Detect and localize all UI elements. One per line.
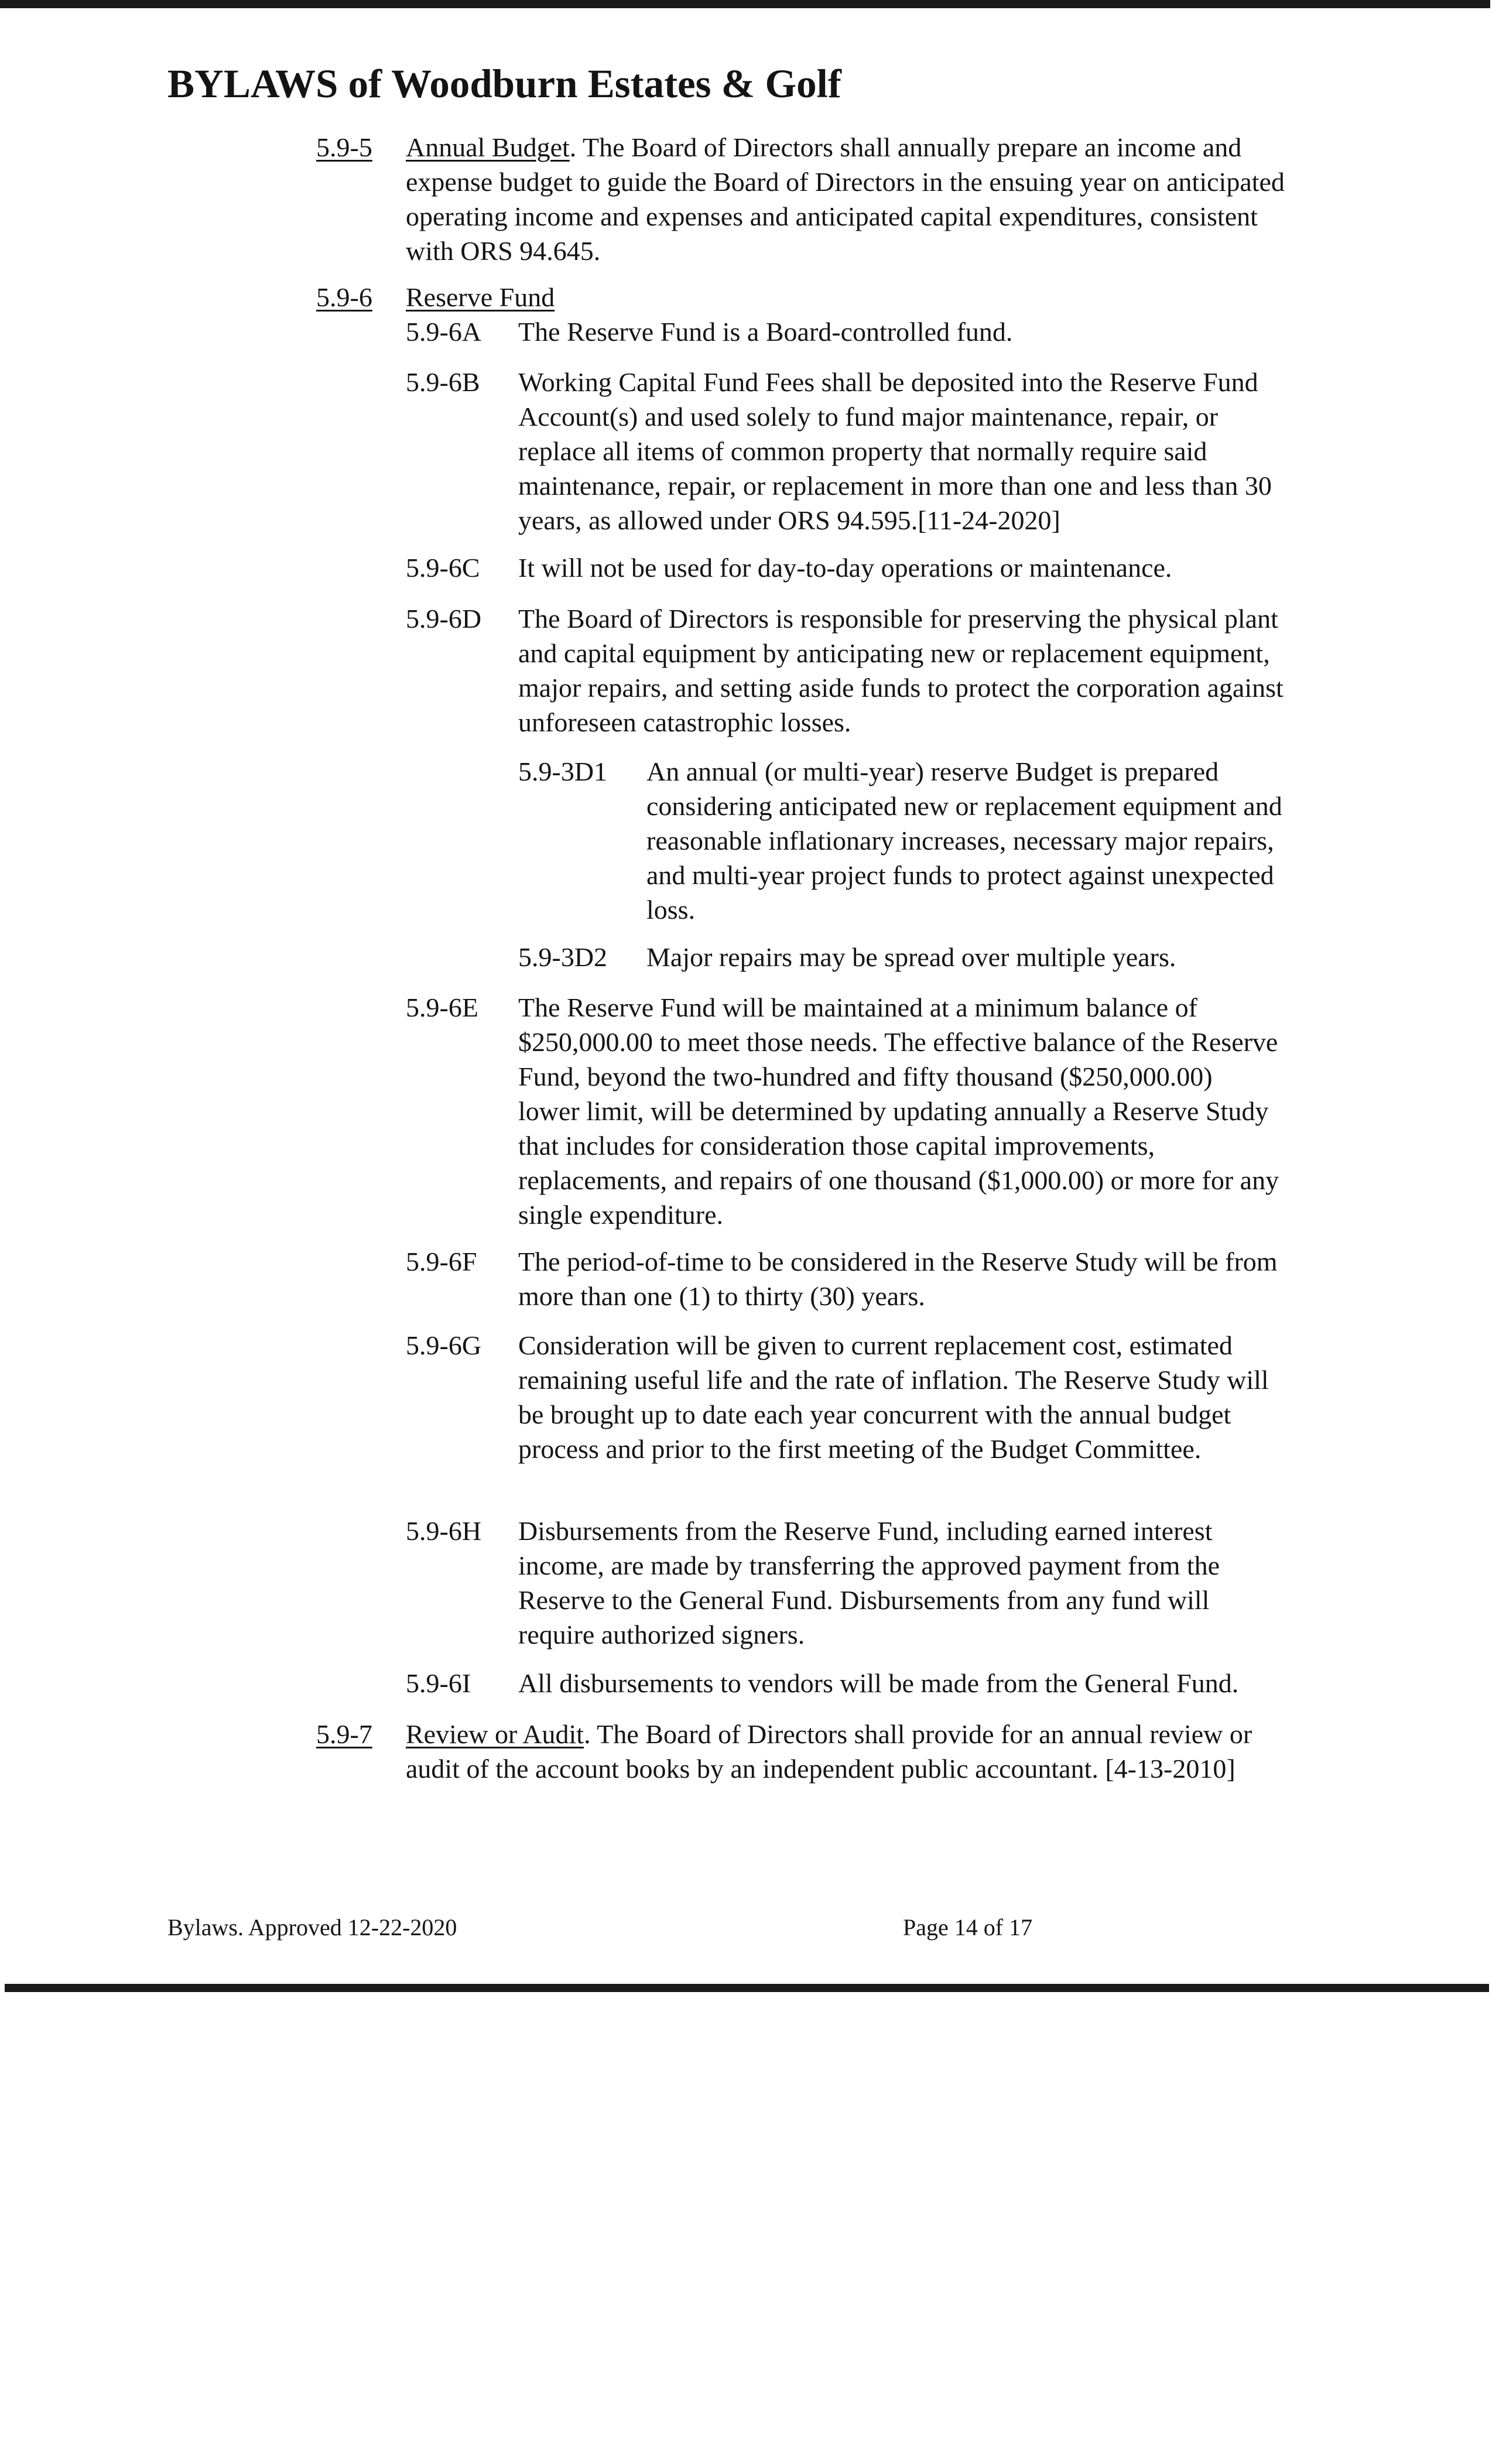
section-number-5-9-7: 5.9-7	[316, 1719, 372, 1749]
section-text-5-9-5: . The Board of Directors shall annually prepare an income and expense budget to guide the Board of Directors in the ensuing year on anticipated operating income and expenses and anticipated capital expenditures, consistent with ORS 94.645.	[406, 132, 1285, 266]
section-5-9-3d1	[646, 754, 1296, 927]
section-5-9-5	[406, 130, 1296, 268]
section-number-5-9-3d1: 5.9-3D1	[518, 757, 608, 786]
section-5-9-6f	[518, 1244, 1291, 1313]
section-number-5-9-5: 5.9-5	[316, 132, 372, 162]
section-text-5-9-6h: Disbursements from the Reserve Fund, including earned interest income, are made by transferring the approved payment from the Reserve to the General Fund. Disbursements from any fund will require authorized signers.	[518, 1516, 1220, 1649]
section-text-5-9-6g: Consideration will be given to current replacement cost, estimated remaining useful life and the rate of inflation. The Reserve Study will be brought up to date each year concurrent with the annual budget process and prior to the first meeting of the Budget Committee.	[518, 1330, 1269, 1464]
section-heading-review-or-audit: Review or Audit	[406, 1719, 584, 1749]
section-5-9-6c	[518, 550, 1303, 585]
section-number-5-9-6a: 5.9-6A	[406, 317, 482, 347]
section-text-5-9-6f: The period-of-time to be considered in the Reserve Study will be from more than one (1) to thirty (30) years.	[518, 1247, 1278, 1311]
section-text-5-9-6c: It will not be used for day-to-day operations or maintenance.	[518, 553, 1172, 583]
section-text-5-9-3d2: Major repairs may be spread over multiple years.	[646, 942, 1176, 972]
top-rule	[0, 0, 1490, 8]
section-text-5-9-7: . The Board of Directors shall provide for an annual review or audit of the account books by an independent public accountant. [4-13-2010]	[406, 1719, 1252, 1784]
section-text-5-9-6b: Working Capital Fund Fees shall be deposited into the Reserve Fund Account(s) and used solely to fund major maintenance, repair, or replace all items of common property that normally require said maintenance, repair, or replacement in more than one and less than 30 years, as allowed under ORS 94.595.[11-24-2020]	[518, 367, 1272, 535]
section-number-5-9-6g: 5.9-6G	[406, 1330, 482, 1360]
page-title: BYLAWS of Woodburn Estates & Golf	[167, 61, 841, 106]
bottom-rule	[5, 1984, 1489, 1992]
section-text-5-9-6d: The Board of Directors is responsible for preserving the physical plant and capital equipment by anticipating new or replacement equipment, major repairs, and setting aside funds to protect the corporation against unforeseen catastrophic losses.	[518, 604, 1284, 737]
section-5-9-6h	[518, 1514, 1285, 1652]
section-number-5-9-6d: 5.9-6D	[406, 604, 482, 634]
section-5-9-7	[406, 1717, 1296, 1786]
section-heading-reserve-fund: Reserve Fund	[406, 282, 555, 312]
section-5-9-3d2	[646, 940, 1296, 974]
section-text-5-9-6e: The Reserve Fund will be maintained at a minimum balance of $250,000.00 to meet those needs. The effective balance of the Reserve Fund, beyond the two-hundred and fifty thousand ($250,000.00) lower limit, will be determined by updating annually a Reserve Study that includes for consideration those capital improvements, replacements, and repairs of one thousand ($1,000.00) or more for any single expenditure.	[518, 993, 1279, 1230]
section-5-9-6g	[518, 1328, 1297, 1466]
section-5-9-6e	[518, 990, 1279, 1232]
section-text-5-9-3d1: An annual (or multi-year) reserve Budget is prepared considering anticipated new or replacement equipment and reasonable inflationary increases, necessary major repairs, and multi-year project funds to protect against unexpected loss.	[646, 757, 1282, 925]
section-heading-annual-budget: Annual Budget	[406, 132, 570, 162]
section-number-5-9-6b: 5.9-6B	[406, 367, 480, 397]
section-number-5-9-6c: 5.9-6C	[406, 553, 480, 583]
section-number-5-9-6h: 5.9-6H	[406, 1516, 482, 1546]
section-number-5-9-6i: 5.9-6I	[406, 1668, 471, 1698]
footer-approval: Bylaws. Approved 12-22-2020	[167, 1914, 457, 1941]
section-5-9-6a	[518, 314, 1303, 349]
section-5-9-6i	[518, 1666, 1309, 1700]
section-text-5-9-6a: The Reserve Fund is a Board-controlled fund.	[518, 317, 1013, 347]
section-number-5-9-6e: 5.9-6E	[406, 993, 478, 1022]
footer-page-number: Page 14 of 17	[903, 1914, 1033, 1941]
section-5-9-6b	[518, 365, 1297, 538]
section-number-5-9-6: 5.9-6	[316, 282, 372, 312]
section-5-9-6d	[518, 601, 1285, 740]
section-text-5-9-6i: All disbursements to vendors will be made from the General Fund.	[518, 1668, 1239, 1698]
section-number-5-9-3d2: 5.9-3D2	[518, 942, 608, 972]
section-number-5-9-6f: 5.9-6F	[406, 1247, 477, 1277]
